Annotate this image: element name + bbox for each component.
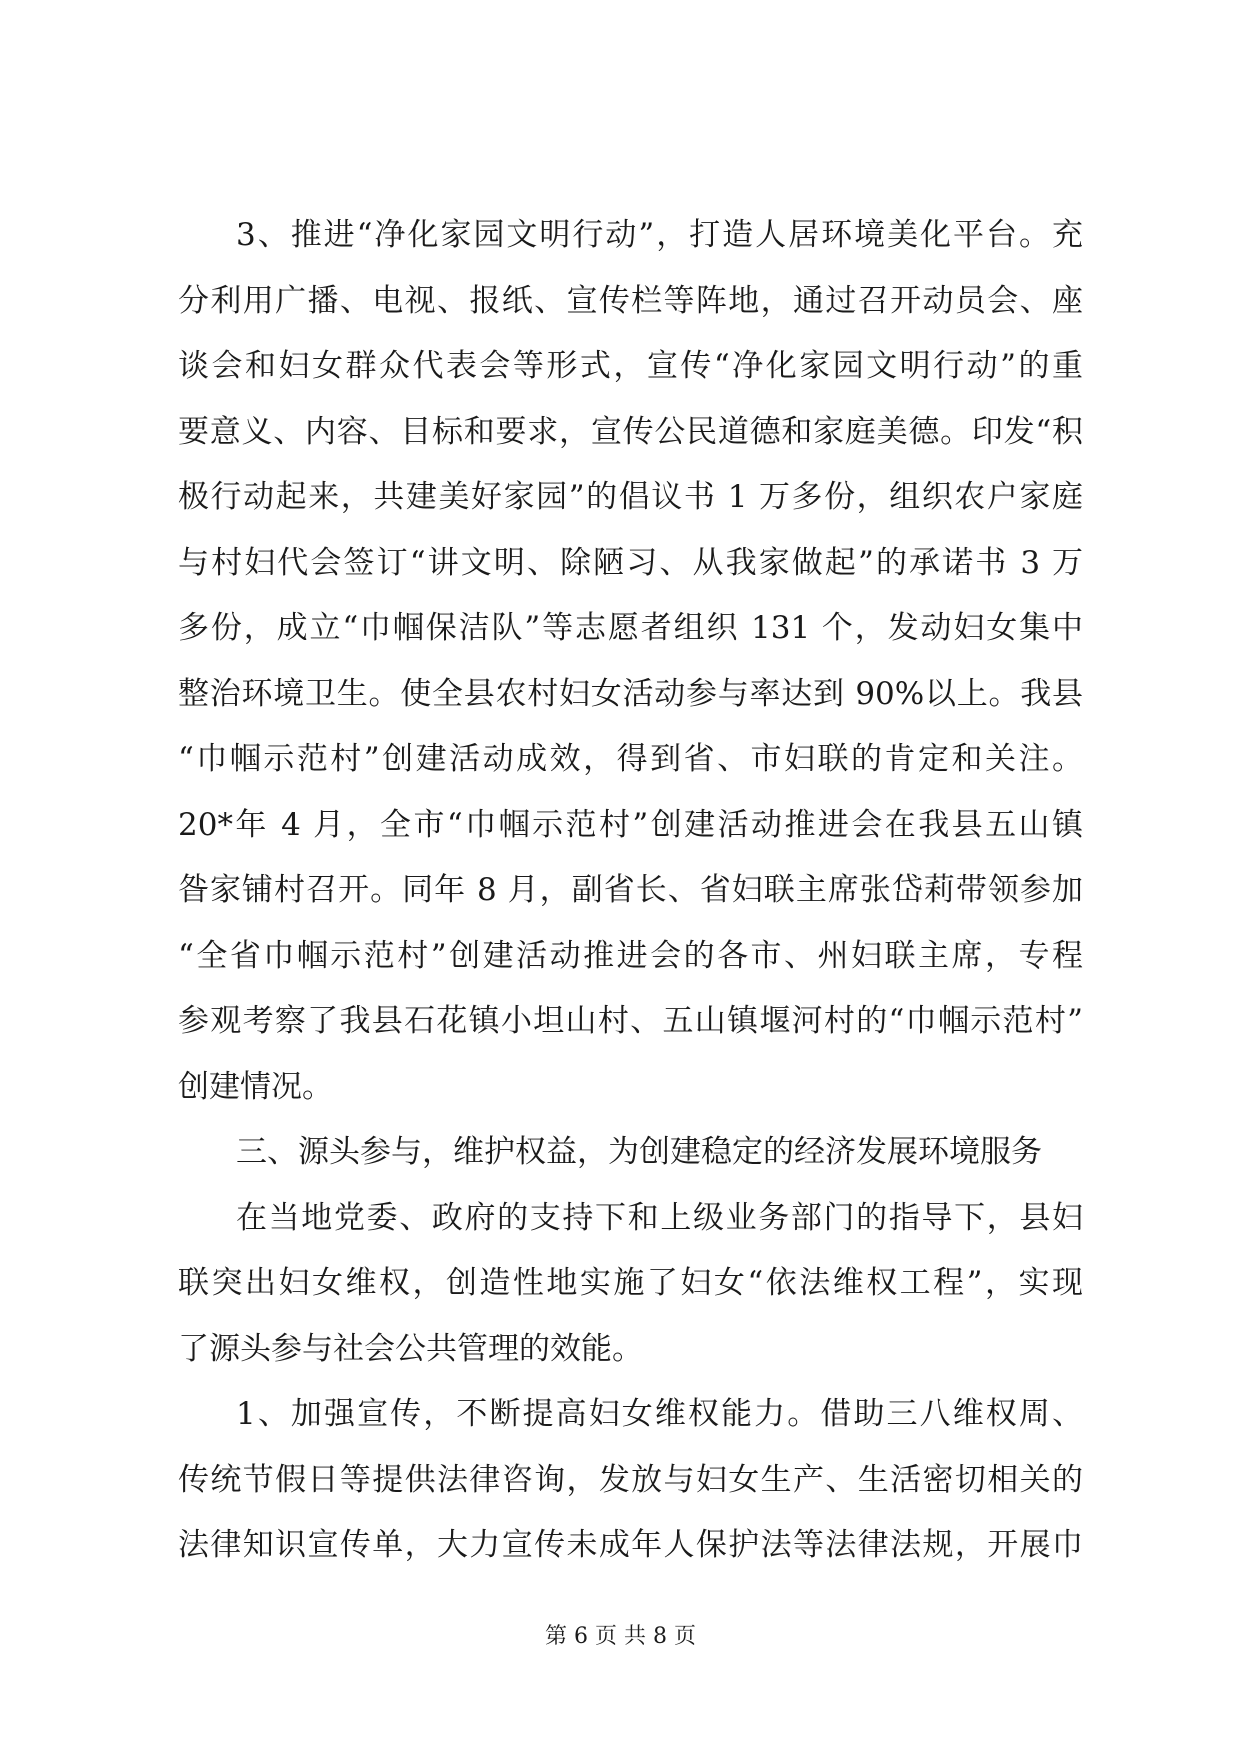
paragraph-line: 传统节假日等提供法律咨询，发放与妇女生产、生活密切相关的 — [178, 1461, 1083, 1498]
page-number-footer: 第 6 页 共 8 页 — [545, 1624, 696, 1649]
paragraph-line: “巾帼示范村”创建活动成效，得到省、市妇联的肯定和关注。 — [178, 741, 1083, 777]
paragraph-line: 昝家铺村召开。同年 8 月，副省长、省妇联主席张岱莉带领参加 — [178, 872, 1083, 908]
paragraph-line: 在当地党委、政府的支持下和上级业务部门的指导下，县妇 — [236, 1199, 1083, 1236]
paragraph-line: 联突出妇女维权，创造性地实施了妇女“依法维权工程”，实现 — [178, 1265, 1083, 1301]
paragraph-line: 多份，成立“巾帼保洁队”等志愿者组织 131 个，发动妇女集中 — [178, 610, 1083, 646]
section-heading: 三、源头参与，维护权益，为创建稳定的经济发展环境服务 — [236, 1134, 1042, 1170]
paragraph-line: 了源头参与社会公共管理的效能。 — [178, 1330, 643, 1367]
paragraph-line: 极行动起来，共建美好家园”的倡议书 1 万多份，组织农户家庭 — [178, 479, 1083, 515]
paragraph-line: 参观考察了我县石花镇小坦山村、五山镇堰河村的“巾帼示范村” — [178, 1003, 1083, 1039]
document-body — [178, 203, 1083, 1579]
paragraph-line: 3、推进“净化家园文明行动”，打造人居环境美化平台。充 — [236, 217, 1083, 253]
paragraph-line: 谈会和妇女群众代表会等形式，宣传“净化家园文明行动”的重 — [178, 348, 1083, 384]
paragraph-line: 20*年 4 月，全市“巾帼示范村”创建活动推进会在我县五山镇 — [178, 806, 1083, 843]
paragraph-line: 要意义、内容、目标和要求，宣传公民道德和家庭美德。印发“积 — [178, 413, 1083, 450]
paragraph-line: 法律知识宣传单，大力宣传未成年人保护法等法律法规，开展巾 — [178, 1527, 1083, 1563]
paragraph-line: 与村妇代会签订“讲文明、除陋习、从我家做起”的承诺书 3 万 — [178, 544, 1083, 581]
paragraph-line: 分利用广播、电视、报纸、宣传栏等阵地，通过召开动员会、座 — [178, 282, 1083, 319]
paragraph-line: 创建情况。 — [178, 1068, 333, 1105]
paragraph-line: 1、加强宣传，不断提高妇女维权能力。借助三八维权周、 — [236, 1396, 1083, 1432]
paragraph-line: 整治环境卫生。使全县农村妇女活动参与率达到 90%以上。我县 — [178, 675, 1083, 712]
paragraph-line: “全省巾帼示范村”创建活动推进会的各市、州妇联主席，专程 — [178, 937, 1083, 974]
